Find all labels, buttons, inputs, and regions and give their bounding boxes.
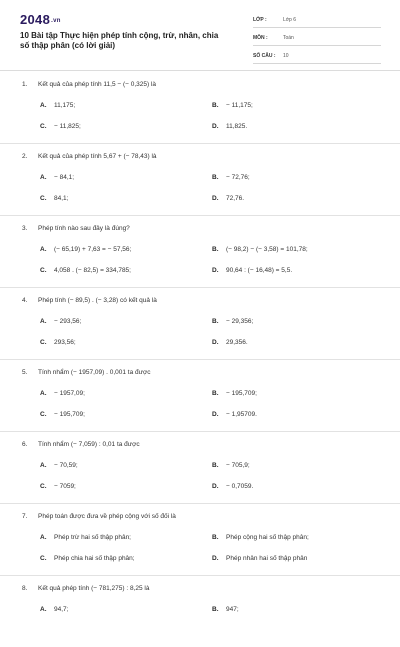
question-item <box>0 288 400 360</box>
option-letter: A. <box>40 534 47 541</box>
option-text: Phép trừ hai số thập phân; <box>54 534 131 541</box>
option-text: − 70,59; <box>54 462 78 469</box>
question-text: Phép tính (− 89,5) . (− 3,28) có kết quả là <box>38 297 157 304</box>
meta-label: SỐ CÂU : <box>253 53 276 59</box>
answer-option[interactable] <box>212 339 248 346</box>
option-letter: A. <box>40 174 47 181</box>
option-text: Phép nhân hai số thập phân <box>226 555 308 562</box>
answer-option[interactable] <box>40 246 131 253</box>
answer-option[interactable] <box>40 534 131 541</box>
option-text: − 84,1; <box>54 174 75 181</box>
worksheet-header <box>0 0 400 68</box>
question-item <box>0 360 400 432</box>
option-letter: A. <box>40 102 47 109</box>
option-text: 94,7; <box>54 606 69 613</box>
question-number: 3. <box>22 225 28 232</box>
option-text: Phép cộng hai số thập phân; <box>226 534 309 541</box>
meta-label: LỚP : <box>253 17 267 23</box>
meta-panel <box>253 12 381 66</box>
option-letter: D. <box>212 123 219 130</box>
option-letter: B. <box>212 606 219 613</box>
option-text: − 7059; <box>54 483 76 490</box>
question-list <box>0 72 400 647</box>
option-text: 84,1; <box>54 195 69 202</box>
answer-option[interactable] <box>212 555 307 562</box>
option-text: 293,56; <box>54 339 76 346</box>
option-letter: B. <box>212 462 219 469</box>
answer-option[interactable] <box>40 267 131 274</box>
option-letter: B. <box>212 318 219 325</box>
option-text: − 293,56; <box>54 318 82 325</box>
question-item <box>0 576 400 647</box>
option-text: 90,64 : (− 16,48) = 5,5. <box>226 267 293 274</box>
option-text: − 0,7059. <box>226 483 254 490</box>
option-letter: C. <box>40 339 47 346</box>
option-text: (− 65,19) + 7,63 = − 57,56; <box>54 246 132 253</box>
answer-option[interactable] <box>212 606 239 613</box>
question-text: Phép tính nào sau đây là đúng? <box>38 225 130 232</box>
meta-value: Toán <box>283 35 294 41</box>
option-letter: A. <box>40 390 47 397</box>
question-number: 1. <box>22 81 28 88</box>
question-item <box>0 504 400 576</box>
answer-option[interactable] <box>40 606 68 613</box>
question-text: Kết quả của phép tính 11,5 − (− 0,325) là <box>38 81 157 88</box>
option-letter: B. <box>212 246 219 253</box>
question-text: Tính nhẩm (− 7,059) : 0,01 ta được <box>38 441 140 448</box>
question-item <box>0 144 400 216</box>
meta-row-subject <box>253 30 381 46</box>
option-text: 4,058 . (− 82,5) = 334,785; <box>54 267 131 274</box>
answer-option[interactable] <box>40 195 68 202</box>
option-text: − 29,356; <box>226 318 254 325</box>
option-letter: A. <box>40 246 47 253</box>
logo-text: 2048 <box>20 12 51 27</box>
option-letter: C. <box>40 123 47 130</box>
meta-label: MÔN : <box>253 35 268 41</box>
question-number: 6. <box>22 441 28 448</box>
question-number: 5. <box>22 369 28 376</box>
question-number: 8. <box>22 585 28 592</box>
answer-option[interactable] <box>212 102 253 109</box>
option-text: 29,356. <box>226 339 248 346</box>
option-letter: C. <box>40 483 47 490</box>
question-item <box>0 432 400 504</box>
option-letter: C. <box>40 411 47 418</box>
site-logo[interactable] <box>20 12 61 27</box>
option-text: − 72,76; <box>226 174 250 181</box>
answer-option[interactable] <box>212 411 257 418</box>
answer-option[interactable] <box>40 339 76 346</box>
question-number: 2. <box>22 153 28 160</box>
answer-option[interactable] <box>40 555 135 562</box>
option-text: 947; <box>226 606 239 613</box>
option-letter: A. <box>40 318 47 325</box>
logo-tld: .vn <box>51 17 61 24</box>
answer-option[interactable] <box>212 246 308 253</box>
option-text: Phép chia hai số thập phân; <box>54 555 135 562</box>
option-letter: D. <box>212 483 219 490</box>
option-letter: C. <box>40 195 47 202</box>
option-text: − 195,709; <box>226 390 257 397</box>
question-text: Kết quả của phép tính 5,67 + (− 78,43) là <box>38 153 157 160</box>
option-text: 11,175; <box>54 102 76 109</box>
answer-option[interactable] <box>40 411 85 418</box>
option-letter: D. <box>212 555 219 562</box>
option-letter: D. <box>212 195 219 202</box>
option-letter: C. <box>40 555 47 562</box>
option-letter: D. <box>212 339 219 346</box>
question-text: Phép toán được đưa về phép cộng với số đối là <box>38 513 176 520</box>
answer-option[interactable] <box>212 174 250 181</box>
option-letter: D. <box>212 411 219 418</box>
option-letter: B. <box>212 390 219 397</box>
answer-option[interactable] <box>40 102 75 109</box>
answer-option[interactable] <box>212 267 292 274</box>
option-letter: D. <box>212 267 219 274</box>
question-number: 7. <box>22 513 28 520</box>
option-letter: C. <box>40 267 47 274</box>
question-number: 4. <box>22 297 28 304</box>
answer-option[interactable] <box>40 483 76 490</box>
meta-value: Lớp 6 <box>283 17 297 23</box>
option-text: 11,825. <box>226 123 248 130</box>
answer-option[interactable] <box>212 390 257 397</box>
question-item <box>0 216 400 288</box>
answer-option[interactable] <box>40 174 74 181</box>
answer-option[interactable] <box>212 195 244 202</box>
answer-option[interactable] <box>40 462 78 469</box>
option-text: − 1957,09; <box>54 390 85 397</box>
answer-option[interactable] <box>212 123 247 130</box>
meta-row-count <box>253 48 381 64</box>
answer-option[interactable] <box>212 534 309 541</box>
answer-option[interactable] <box>40 390 85 397</box>
question-text: Tính nhẩm (− 1957,09) . 0,001 ta được <box>38 369 151 376</box>
meta-row-grade <box>253 12 381 28</box>
worksheet-title: 10 Bài tập Thực hiện phép tính cộng, trừ, nhân, chia số thập phân (có lời giải) <box>20 31 219 50</box>
option-text: − 11,825; <box>54 123 81 130</box>
question-text: Kết quả phép tính (− 781,275) : 8,25 là <box>38 585 150 592</box>
meta-value: 10 <box>283 53 289 59</box>
option-letter: B. <box>212 174 219 181</box>
option-letter: B. <box>212 534 219 541</box>
option-text: − 11,175; <box>226 102 253 109</box>
header-divider <box>0 70 400 71</box>
option-text: (− 98,2) − (− 3,58) = 101,78; <box>226 246 308 253</box>
answer-option[interactable] <box>212 462 250 469</box>
option-text: − 195,709; <box>54 411 85 418</box>
question-item <box>0 72 400 144</box>
option-text: − 705,9; <box>226 462 250 469</box>
option-letter: A. <box>40 462 47 469</box>
answer-option[interactable] <box>40 318 81 325</box>
option-text: 72,76. <box>226 195 245 202</box>
answer-option[interactable] <box>212 318 253 325</box>
option-text: − 1,95709. <box>226 411 257 418</box>
option-letter: B. <box>212 102 219 109</box>
answer-option[interactable] <box>40 123 81 130</box>
answer-option[interactable] <box>212 483 253 490</box>
option-letter: A. <box>40 606 47 613</box>
